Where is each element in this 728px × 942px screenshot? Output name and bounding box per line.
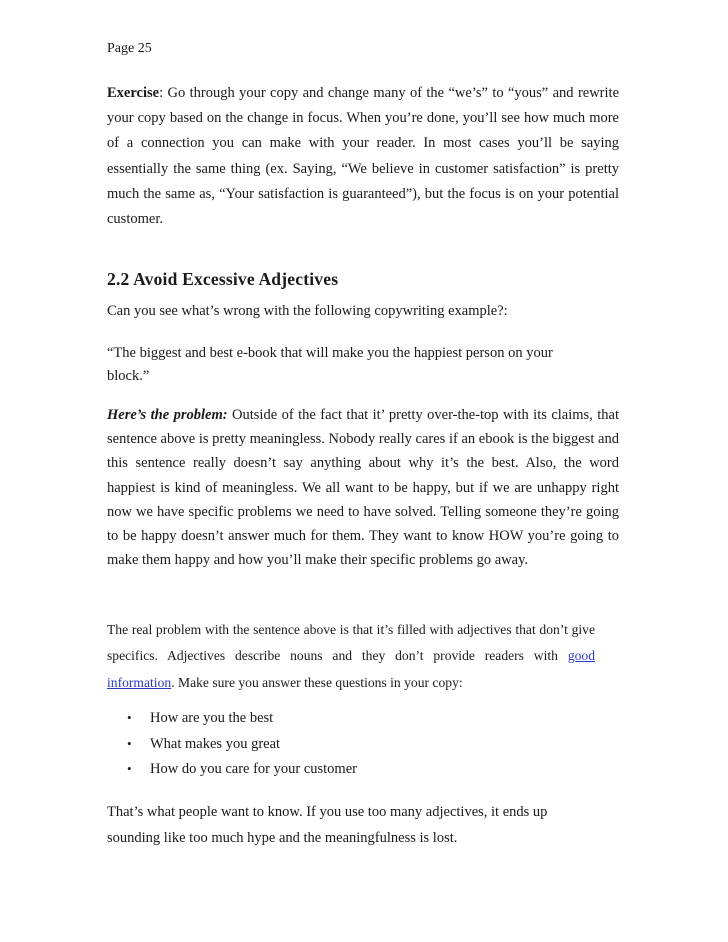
good-information-link[interactable]: good information — [107, 648, 595, 690]
bullet-icon: • — [127, 735, 132, 751]
real-problem-text-before: The real problem with the sentence above is that it’s filled with adjectives that don’t give specifics. Adjectives describe nouns and they don’t provide readers with — [107, 622, 595, 664]
section-heading: 2.2 Avoid Excessive Adjectives — [107, 269, 339, 289]
exercise-label: Exercise — [107, 85, 160, 101]
example-quote: “The biggest and best e-book that will make you the happiest person on your block.” — [107, 345, 553, 384]
problem-text: Outside of the fact that it’ pretty over-the-top with its claims, that sentence above is pretty meaningless. Nobody really cares if an ebook is the biggest and this sentence really doesn’t say anything about why it’s the best. Also, the word happiest is kind of meaningless. We all want to be happy, but if we are unhappy right now we have specific problems we need to have solved. Telling someone they’re going to be happy doesn’t answer much for them. They want to know HOW you’re going to make them happy and how you’ll make their specific problems go away. — [107, 407, 619, 569]
problem-paragraph — [107, 403, 619, 572]
bullet-icon: • — [127, 710, 132, 725]
real-problem-paragraph — [107, 617, 595, 696]
closing-paragraph: That’s what people want to know. If you use too many adjectives, it ends up sounding like too much hype and the meaningfulness is lost. — [107, 804, 548, 846]
list-item-text: What makes you great — [150, 735, 281, 752]
page-number: Page 25 — [107, 41, 152, 56]
bullet-icon: • — [127, 761, 132, 777]
exercise-paragraph — [107, 81, 619, 232]
section-intro: Can you see what’s wrong with the following copywriting example?: — [107, 303, 508, 319]
problem-label: Here’s the problem: — [107, 407, 228, 423]
list-item-text: How are you the best — [150, 710, 274, 726]
exercise-text: : Go through your copy and change many of the “we’s” to “yous” and rewrite your copy based on the change in focus. When you’re done, you’ll see how much more of a connection you can make with your reader. In most cases you’ll be saying essentially the same thing (ex. Saying, “We believe in customer satisfaction” is pretty much the same as, “Your satisfaction is guaranteed”), but the focus is on your potential customer. — [107, 85, 619, 228]
list-item-text: How do you care for your customer — [150, 761, 357, 778]
real-problem-text-after: . Make sure you answer these questions in your copy: — [171, 674, 463, 690]
